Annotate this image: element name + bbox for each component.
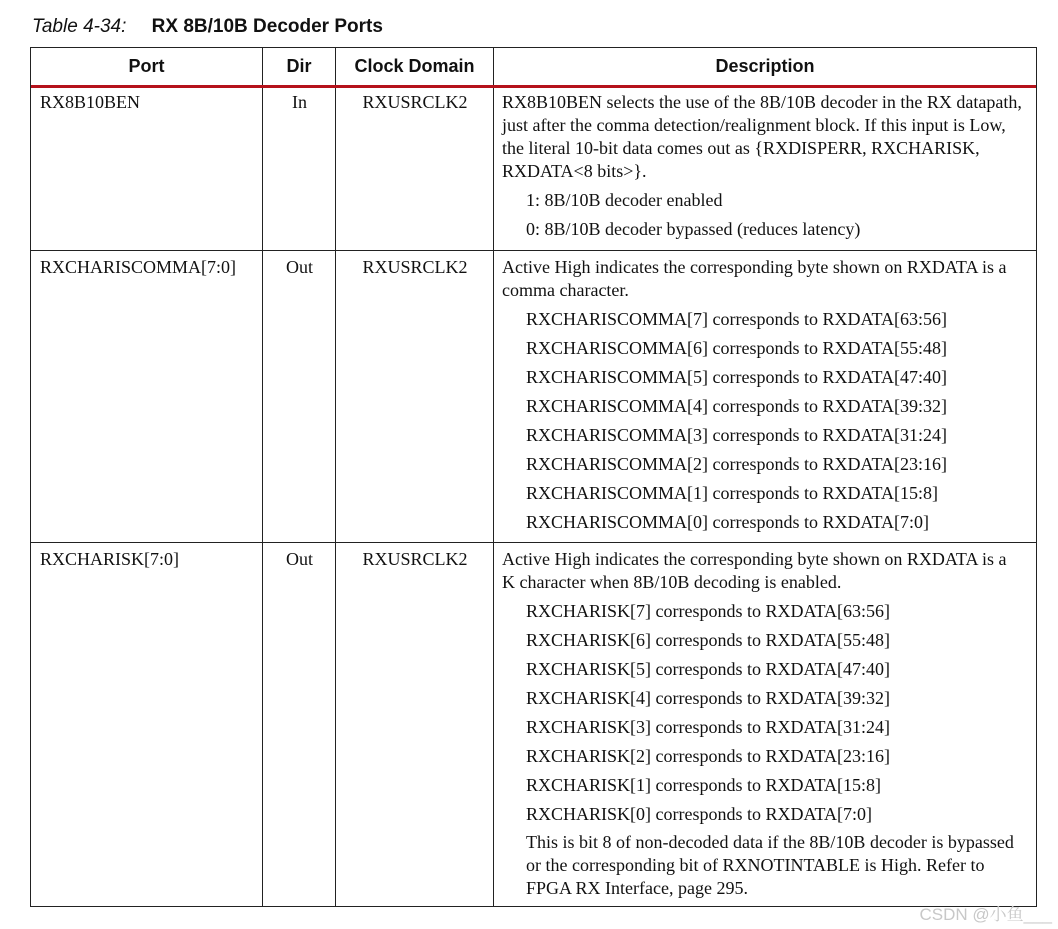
row-divider (31, 250, 1036, 251)
bit-mapping-item: RXCHARISCOMMA[2] corresponds to RXDATA[23:16] (526, 454, 948, 474)
bit-mapping-item: RXCHARISK[2] corresponds to RXDATA[23:16] (526, 746, 891, 766)
bit-mapping-item: RXCHARISK[1] corresponds to RXDATA[15:8] (526, 775, 882, 795)
clock-domain: RXUSRCLK2 (362, 92, 468, 112)
watermark: CSDN @小鱼___ (919, 905, 1052, 924)
direction: Out (286, 257, 313, 277)
bit-mapping-item: RXCHARISCOMMA[3] corresponds to RXDATA[31:24] (526, 425, 948, 445)
bit-mapping-item: RXCHARISK[7] corresponds to RXDATA[63:56] (526, 601, 891, 621)
direction: In (292, 92, 307, 112)
ports-table (30, 47, 1037, 907)
bit-mapping-item: RXCHARISK[0] corresponds to RXDATA[7:0] (526, 804, 873, 824)
description (502, 91, 1022, 244)
table-caption (32, 16, 383, 38)
direction: Out (286, 549, 313, 569)
description-text: RX8B10BEN selects the use of the 8B/10B decoder in the RX datapath, just after the comma detection/realignment block. If this input is Low, the literal 10-bit data comes out as {RXDISPERR, RXCHARISK, RXDATA<8 bits>}. (502, 92, 1022, 181)
description-text: Active High indicates the corresponding byte shown on RXDATA is a comma character. (502, 257, 1007, 300)
column-divider (493, 48, 494, 906)
description (502, 256, 1022, 537)
clock-domain: RXUSRCLK2 (362, 549, 468, 569)
table-number: Table 4-34: (32, 16, 127, 37)
bit-mapping-item: RXCHARISCOMMA[7] corresponds to RXDATA[63:56] (526, 309, 948, 329)
description-note: This is bit 8 of non-decoded data if the 8B/10B decoder is bypassed or the corresponding bit of RXNOTINTABLE is High. Refer to FPGA RX Interface, page 295. (526, 832, 1014, 898)
column-divider (335, 48, 336, 906)
bit-mapping-item: RXCHARISCOMMA[6] corresponds to RXDATA[55:48] (526, 338, 948, 358)
bit-mapping-item: RXCHARISK[3] corresponds to RXDATA[31:24] (526, 717, 891, 737)
description-text: Active High indicates the corresponding byte shown on RXDATA is a K character when 8B/10B decoding is enabled. (502, 549, 1007, 592)
bit-mapping-item: RXCHARISK[6] corresponds to RXDATA[55:48] (526, 630, 891, 650)
description (502, 548, 1022, 900)
bit-mapping-item: RXCHARISCOMMA[0] corresponds to RXDATA[7:0] (526, 512, 930, 532)
bit-mapping-item: RXCHARISK[5] corresponds to RXDATA[47:40] (526, 659, 891, 679)
header-clock-domain: Clock Domain (354, 56, 475, 76)
header-rule (31, 85, 1036, 88)
table-title: RX 8B/10B Decoder Ports (151, 16, 383, 37)
header-dir: Dir (286, 56, 312, 76)
port-name: RX8B10BEN (40, 92, 141, 112)
bit-mapping-item: RXCHARISCOMMA[5] corresponds to RXDATA[47:40] (526, 367, 948, 387)
bit-mapping-item: 0: 8B/10B decoder bypassed (reduces latency) (526, 219, 861, 239)
port-name: RXCHARISK[7:0] (40, 549, 180, 569)
bit-mapping-item: RXCHARISCOMMA[1] corresponds to RXDATA[15:8] (526, 483, 939, 503)
header-port: Port (128, 56, 165, 76)
bit-mapping-item: RXCHARISK[4] corresponds to RXDATA[39:32] (526, 688, 891, 708)
clock-domain: RXUSRCLK2 (362, 257, 468, 277)
bit-mapping-item: 1: 8B/10B decoder enabled (526, 190, 723, 210)
column-divider (262, 48, 263, 906)
port-name: RXCHARISCOMMA[7:0] (40, 257, 237, 277)
header-description: Description (715, 56, 815, 76)
bit-mapping-item: RXCHARISCOMMA[4] corresponds to RXDATA[39:32] (526, 396, 948, 416)
row-divider (31, 542, 1036, 543)
